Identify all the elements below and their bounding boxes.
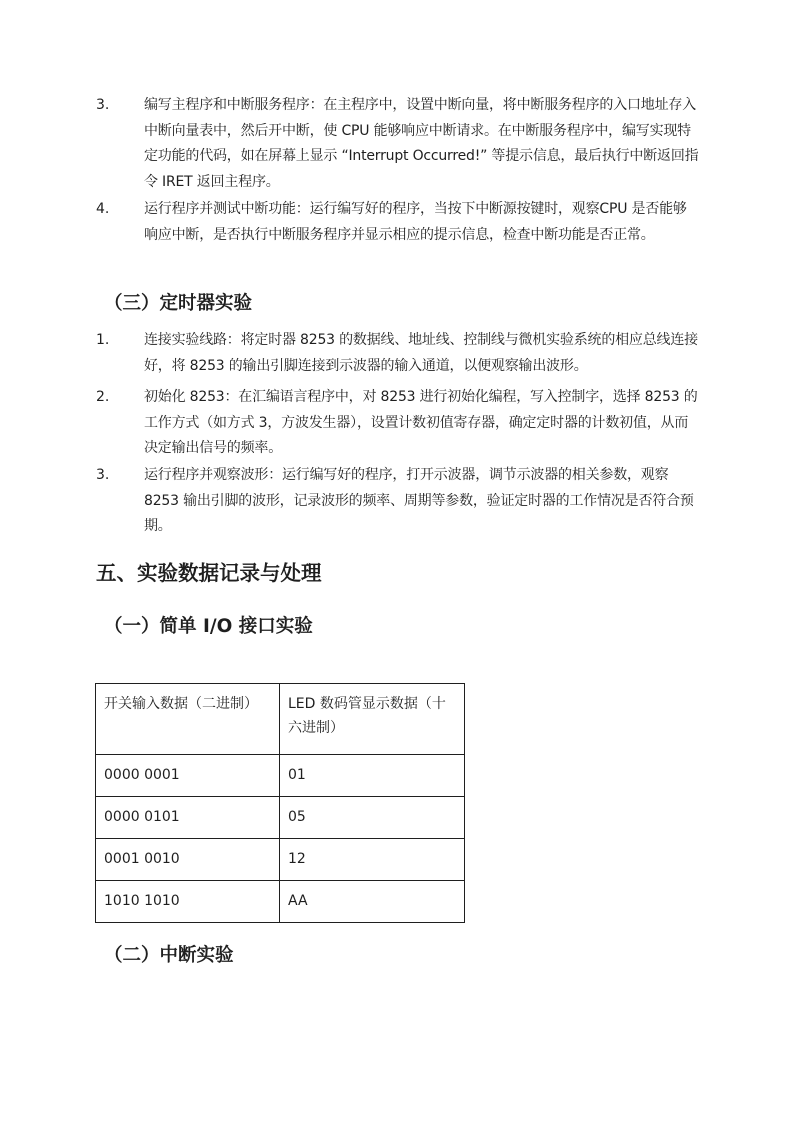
table-row (96, 839, 465, 881)
io-section-heading: （一）简单 I/O 接口实验 (104, 616, 313, 637)
list-item (96, 93, 700, 195)
table-header-cell: LED 数码管显示数据（十六进制） (280, 684, 465, 755)
table-cell: AA (280, 881, 465, 923)
interrupt-section-heading: （二）中断实验 (104, 945, 234, 966)
list-text: 初始化 8253：在汇编语言程序中，对 8253 进行初始化编程，写入控制字，选择 8253 的工作方式（如方式 3，方波发生器），设置计数初值寄存器，确定定时器的计数初值，从而决定输出信号的频率。 (144, 389, 698, 456)
section-heading: 五、实验数据记录与处理 (96, 561, 322, 585)
table-cell: 12 (280, 839, 465, 881)
list-number: 3. (96, 467, 110, 483)
list-text: 连接实验线路：将定时器 8253 的数据线、地址线、控制线与微机实验系统的相应总线连接好，将 8253 的输出引脚连接到示波器的输入通道，以便观察输出波形。 (144, 332, 698, 374)
list-item (96, 328, 700, 379)
table-header-row (96, 684, 465, 755)
list-number: 4. (96, 201, 110, 217)
table-cell: 0000 0001 (96, 755, 280, 797)
timer-section-heading: （三）定时器实验 (104, 293, 253, 314)
list-text: 运行程序并测试中断功能：运行编写好的程序，当按下中断源按键时，观察CPU 是否能够响应中断，是否执行中断服务程序并显示相应的提示信息，检查中断功能是否正常。 (144, 201, 687, 243)
list-item (96, 385, 700, 462)
list-text: 编写主程序和中断服务程序：在主程序中，设置中断向量，将中断服务程序的入口地址存入中断向量表中，然后开中断，使 CPU 能够响应中断请求。在中断服务程序中，编写实现特定功能的代码，如在屏幕上显示 “Interrupt Occurred!” 等提示信息，最后执行中断返回指令 IRET 返回主程序。 (144, 97, 699, 190)
table-cell: 0001 0010 (96, 839, 280, 881)
list-item (96, 197, 700, 248)
table-cell: 1010 1010 (96, 881, 280, 923)
table-row (96, 755, 465, 797)
list-number: 1. (96, 332, 110, 348)
table-cell: 0000 0101 (96, 797, 280, 839)
list-text: 运行程序并观察波形：运行编写好的程序，打开示波器，调节示波器的相关参数，观察 8253 输出引脚的波形，记录波形的频率、周期等参数，验证定时器的工作情况是否符合预期。 (144, 467, 694, 534)
list-number: 2. (96, 389, 110, 405)
io-data-table (95, 683, 465, 923)
table-header-cell: 开关输入数据（二进制） (96, 684, 280, 755)
table-cell: 01 (280, 755, 465, 797)
list-number: 3. (96, 97, 110, 113)
list-item (96, 463, 700, 540)
table-row (96, 881, 465, 923)
table-row (96, 797, 465, 839)
table-cell: 05 (280, 797, 465, 839)
